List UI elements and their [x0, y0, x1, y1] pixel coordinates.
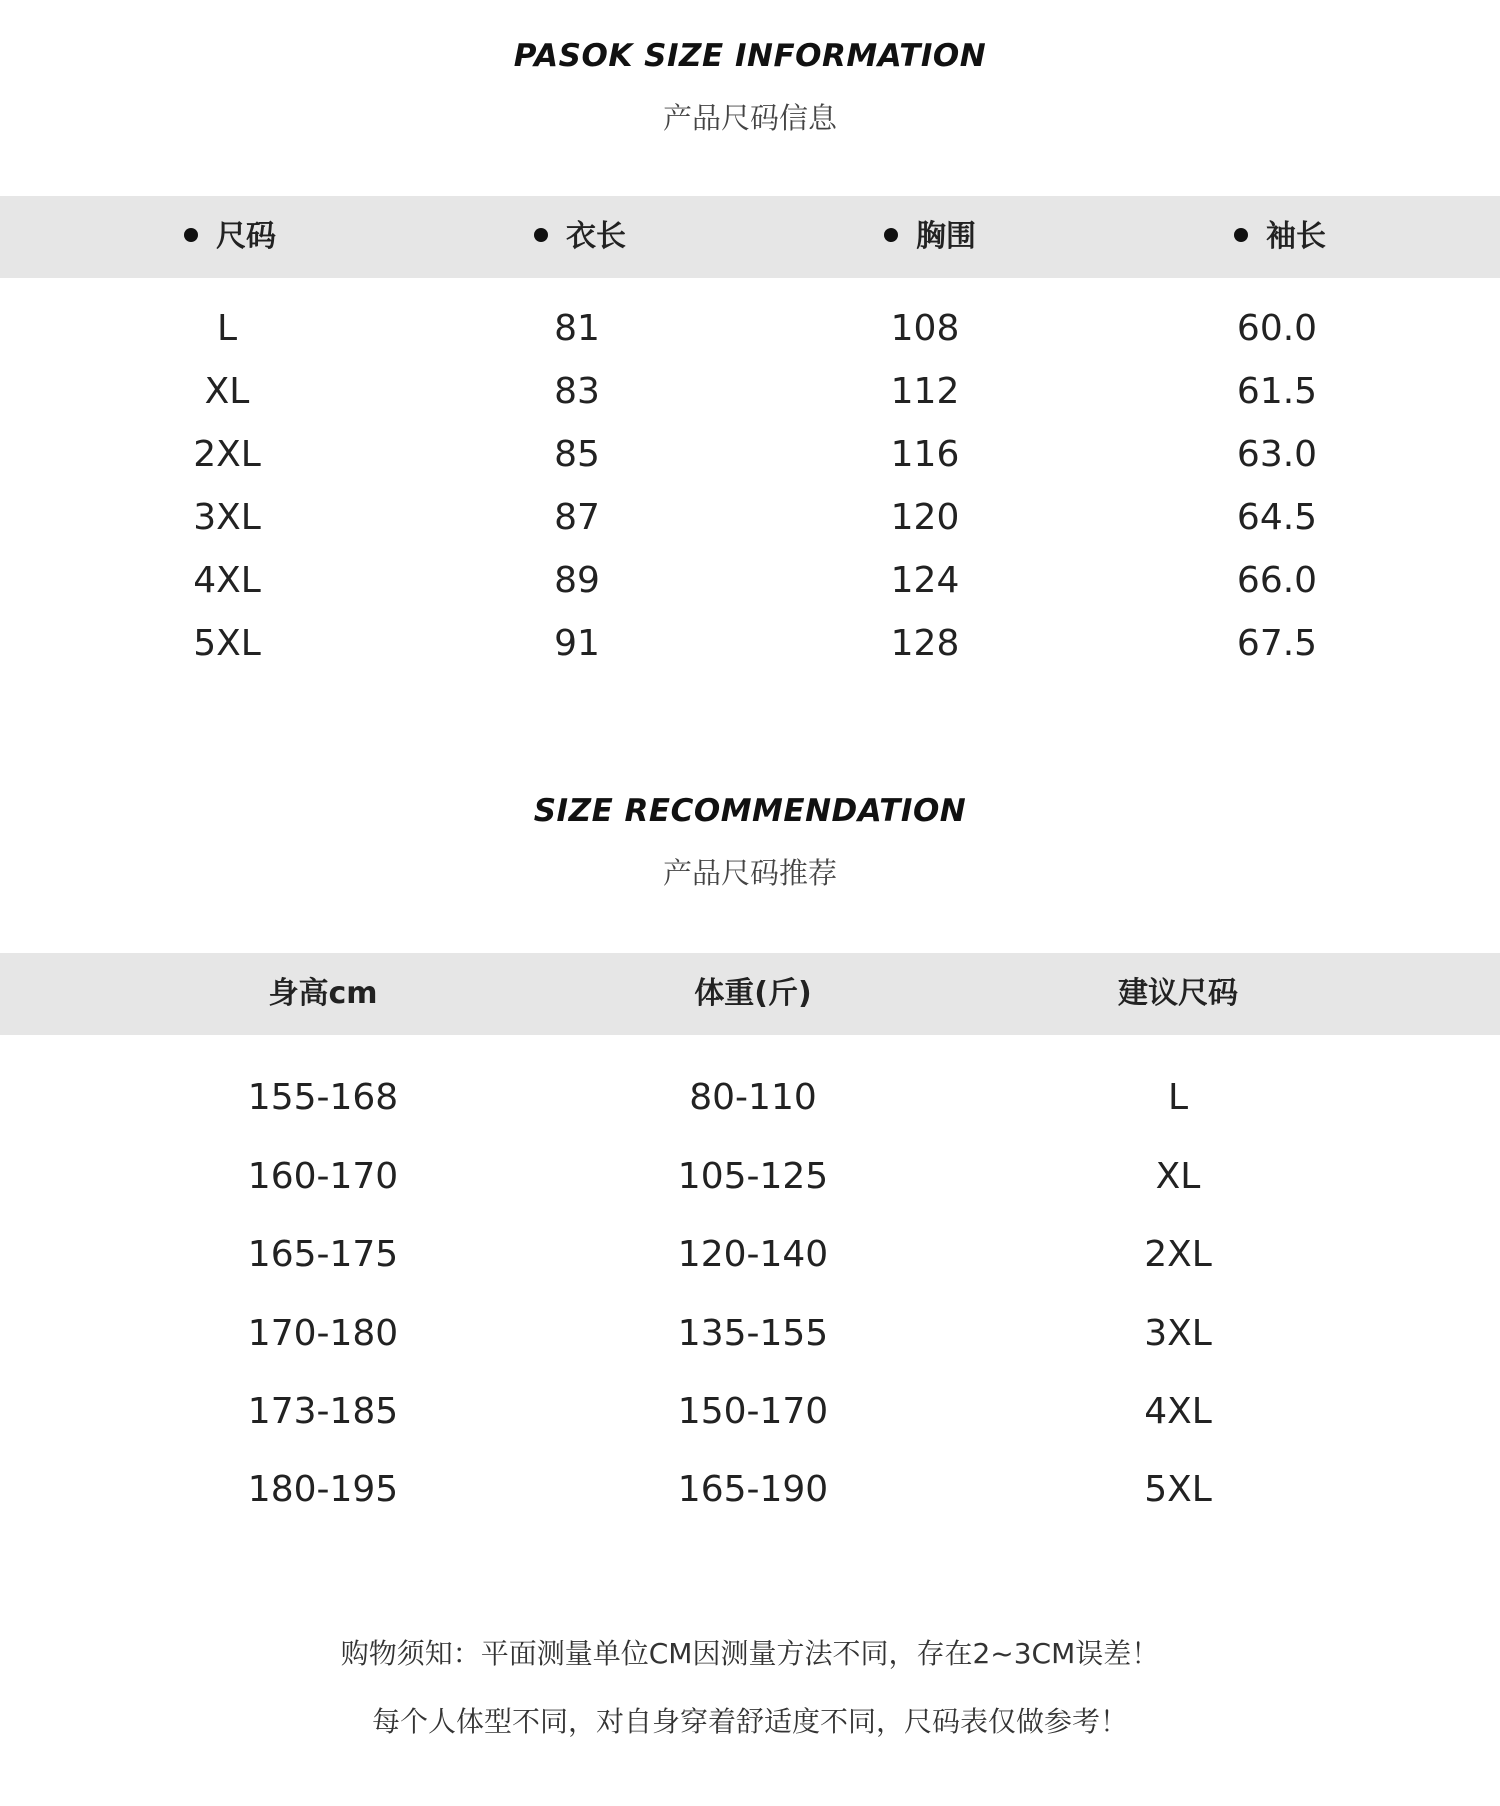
- cell-length: 83: [554, 371, 600, 412]
- cell-chest: 112: [890, 371, 960, 412]
- cell-weight: 105-125: [677, 1156, 829, 1197]
- bullet-icon: [534, 228, 548, 242]
- header-sleeve: 袖长: [1180, 196, 1380, 278]
- cell-size: 4XL: [193, 560, 261, 601]
- size-rec-title: SIZE RECOMMENDATION: [533, 793, 967, 829]
- cell-length: 87: [554, 497, 600, 538]
- cell-length: 81: [554, 308, 600, 349]
- cell-height: 170-180: [247, 1313, 399, 1354]
- cell-chest: 124: [890, 560, 960, 601]
- size-info-header: [0, 196, 1500, 278]
- cell-size: 3XL: [193, 497, 261, 538]
- cell-height: 173-185: [247, 1391, 399, 1432]
- size-info-subtitle: 产品尺码信息: [662, 101, 837, 135]
- shopping-note: 购物须知：平面测量单位CM因测量方法不同，存在2~3CM误差！: [340, 1637, 1160, 1670]
- size-rec-header: [0, 953, 1500, 1035]
- cell-height: 160-170: [247, 1156, 399, 1197]
- header-size: 尺码: [130, 196, 330, 278]
- cell-recommended-size: 3XL: [1144, 1313, 1212, 1354]
- header-length: 衣长: [480, 196, 680, 278]
- cell-recommended-size: L: [1167, 1077, 1189, 1118]
- cell-weight: 165-190: [677, 1469, 829, 1510]
- cell-chest: 128: [890, 623, 960, 664]
- cell-height: 180-195: [247, 1469, 399, 1510]
- size-rec-subtitle: 产品尺码推荐: [662, 856, 837, 890]
- bullet-icon: [184, 228, 198, 242]
- cell-size: 5XL: [193, 623, 261, 664]
- cell-length: 85: [554, 434, 600, 475]
- cell-sleeve: 66.0: [1236, 560, 1318, 601]
- cell-recommended-size: 5XL: [1144, 1469, 1212, 1510]
- cell-size: 2XL: [193, 434, 261, 475]
- header-weight: 体重(斤): [694, 976, 812, 1011]
- cell-size: L: [216, 308, 238, 349]
- cell-sleeve: 63.0: [1236, 434, 1318, 475]
- cell-weight: 150-170: [677, 1391, 829, 1432]
- bullet-icon: [884, 228, 898, 242]
- header-height: 身高cm: [268, 976, 378, 1011]
- size-info-title: PASOK SIZE INFORMATION: [513, 38, 987, 74]
- cell-length: 91: [554, 623, 600, 664]
- header-recommended-size: 建议尺码: [1118, 976, 1238, 1011]
- bullet-icon: [1234, 228, 1248, 242]
- cell-recommended-size: 4XL: [1144, 1391, 1212, 1432]
- cell-length: 89: [554, 560, 600, 601]
- cell-sleeve: 67.5: [1236, 623, 1318, 664]
- body-type-note: 每个人体型不同，对自身穿着舒适度不同，尺码表仅做参考！: [371, 1705, 1128, 1738]
- cell-recommended-size: 2XL: [1144, 1234, 1212, 1275]
- cell-chest: 120: [890, 497, 960, 538]
- cell-sleeve: 60.0: [1236, 308, 1318, 349]
- cell-height: 165-175: [247, 1234, 399, 1275]
- cell-sleeve: 64.5: [1236, 497, 1318, 538]
- cell-weight: 135-155: [677, 1313, 829, 1354]
- cell-weight: 80-110: [689, 1077, 817, 1118]
- cell-height: 155-168: [247, 1077, 399, 1118]
- cell-chest: 116: [890, 434, 960, 475]
- cell-recommended-size: XL: [1155, 1156, 1201, 1197]
- cell-size: XL: [204, 371, 250, 412]
- cell-chest: 108: [890, 308, 960, 349]
- cell-weight: 120-140: [677, 1234, 829, 1275]
- header-chest: 胸围: [830, 196, 1030, 278]
- cell-sleeve: 61.5: [1236, 371, 1318, 412]
